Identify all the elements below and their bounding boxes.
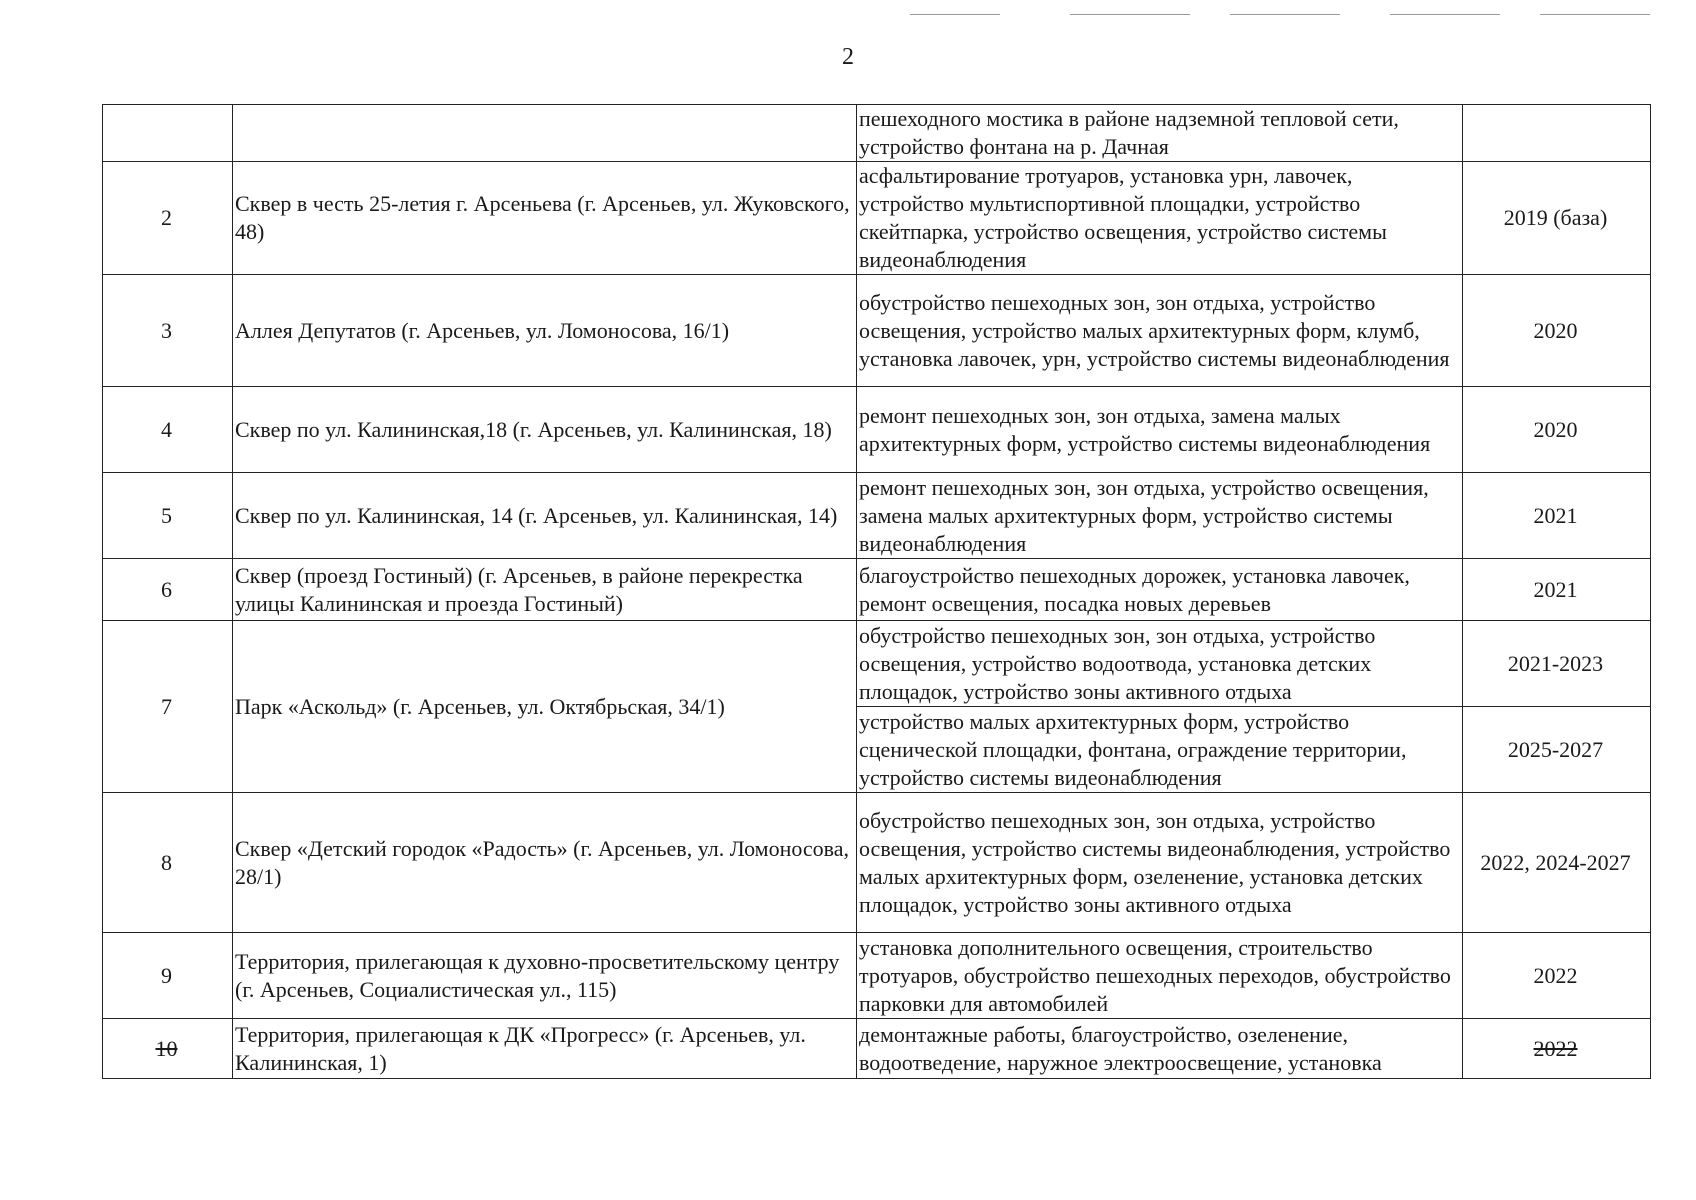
implementation-year: 2021-2023 — [1463, 621, 1651, 707]
object-name: Сквер (проезд Гостиный) (г. Арсеньев, в районе перекрестка улицы Калининская и проезда Гостиный) — [233, 559, 857, 621]
object-name: Парк «Аскольд» (г. Арсеньев, ул. Октябрьская, 34/1) — [233, 621, 857, 793]
implementation-year: 2020 — [1463, 387, 1651, 473]
row-number: 10 — [103, 1019, 233, 1079]
table-row — [103, 162, 1651, 275]
works-description: демонтажные работы, благоустройство, озеленение, водоотведение, наружное электроосвещение, установка — [857, 1019, 1463, 1079]
table-row — [103, 473, 1651, 559]
works-description: установка дополнительного освещения, строительство тротуаров, обустройство пешеходных переходов, обустройство парковки для автомобилей — [857, 933, 1463, 1019]
table-row — [103, 387, 1651, 473]
implementation-year — [1463, 105, 1651, 162]
row-number: 9 — [103, 933, 233, 1019]
object-name: Территория, прилегающая к духовно-просветительскому центру (г. Арсеньев, Социалистическая ул., 115) — [233, 933, 857, 1019]
scan-artifact-line — [1070, 14, 1190, 15]
object-name: Сквер в честь 25-летия г. Арсеньева (г. Арсеньев, ул. Жуковского, 48) — [233, 162, 857, 275]
row-number — [103, 105, 233, 162]
row-number: 5 — [103, 473, 233, 559]
scan-artifact-line — [910, 14, 1000, 15]
object-name: Аллея Депутатов (г. Арсеньев, ул. Ломоносова, 16/1) — [233, 275, 857, 387]
works-description: асфальтирование тротуаров, установка урн, лавочек, устройство мультиспортивной площадки, устройство скейтпарка, устройство освещения, устройство системы видеонаблюдения — [857, 162, 1463, 275]
row-number: 6 — [103, 559, 233, 621]
page-number: 2 — [842, 44, 854, 70]
works-description: ремонт пешеходных зон, зон отдыха, устройство освещения, замена малых архитектурных форм, устройство системы видеонаблюдения — [857, 473, 1463, 559]
table-row — [103, 1019, 1651, 1079]
implementation-year: 2020 — [1463, 275, 1651, 387]
implementation-year: 2019 (база) — [1463, 162, 1651, 275]
object-name: Сквер по ул. Калининская,18 (г. Арсеньев, ул. Калининская, 18) — [233, 387, 857, 473]
scan-artifact-line — [1390, 14, 1500, 15]
implementation-year: 2021 — [1463, 559, 1651, 621]
improvement-plan-table — [102, 104, 1651, 1079]
implementation-year: 2022 — [1463, 1019, 1651, 1079]
works-description: пешеходного мостика в районе надземной тепловой сети, устройство фонтана на р. Дачная — [857, 105, 1463, 162]
works-description: обустройство пешеходных зон, зон отдыха, устройство освещения, устройство системы видеонаблюдения, устройство малых архитектурных форм, озеленение, установка детских площадок, устройство зоны активного отдыха — [857, 793, 1463, 933]
row-number: 7 — [103, 621, 233, 793]
implementation-year: 2025-2027 — [1463, 707, 1651, 793]
table-row — [103, 621, 1651, 707]
object-name: Территория, прилегающая к ДК «Прогресс» (г. Арсеньев, ул. Калининская, 1) — [233, 1019, 857, 1079]
works-description: ремонт пешеходных зон, зон отдыха, замена малых архитектурных форм, устройство системы видеонаблюдения — [857, 387, 1463, 473]
row-number: 3 — [103, 275, 233, 387]
implementation-year: 2022, 2024-2027 — [1463, 793, 1651, 933]
table-row — [103, 275, 1651, 387]
works-description: благоустройство пешеходных дорожек, установка лавочек, ремонт освещения, посадка новых деревьев — [857, 559, 1463, 621]
table-row — [103, 559, 1651, 621]
works-description: устройство малых архитектурных форм, устройство сценической площадки, фонтана, ограждение территории, устройство системы видеонаблюдения — [857, 707, 1463, 793]
table-row — [103, 105, 1651, 162]
object-name — [233, 105, 857, 162]
object-name: Сквер по ул. Калининская, 14 (г. Арсеньев, ул. Калининская, 14) — [233, 473, 857, 559]
implementation-year: 2021 — [1463, 473, 1651, 559]
object-name: Сквер «Детский городок «Радость» (г. Арсеньев, ул. Ломоносова, 28/1) — [233, 793, 857, 933]
table-row — [103, 933, 1651, 1019]
works-description: обустройство пешеходных зон, зон отдыха, устройство освещения, устройство водоотвода, установка детских площадок, устройство зоны активного отдыха — [857, 621, 1463, 707]
row-number: 4 — [103, 387, 233, 473]
table-row — [103, 793, 1651, 933]
row-number: 2 — [103, 162, 233, 275]
scan-artifact-line — [1230, 14, 1340, 15]
scan-artifact-line — [1540, 14, 1650, 15]
works-description: обустройство пешеходных зон, зон отдыха, устройство освещения, устройство малых архитектурных форм, клумб, установка лавочек, урн, устройство системы видеонаблюдения — [857, 275, 1463, 387]
row-number: 8 — [103, 793, 233, 933]
implementation-year: 2022 — [1463, 933, 1651, 1019]
